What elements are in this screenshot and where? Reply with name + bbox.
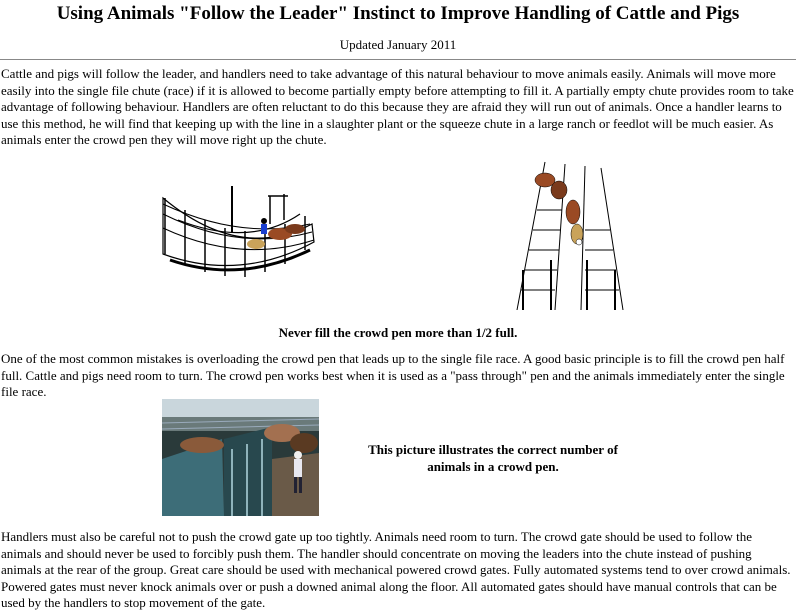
crowd-gate-paragraph: Handlers must also be careful not to push the crowd gate up too tightly. Animals need room to turn. The crowd gate should be used to follow the animals and should never be used to forcibly push them. The handler should concentrate on moving the leaders into the chute instead of pushing animals at the rear of the group. Great care should be used with mechanical powered crowd gates. Fully automated systems tend to over crowd animals. Powered gates must never knock animals over or push a downed animal along the floor. All automated gates should have manual controls that can be used by the handlers to stop movement of the gate. — [1, 529, 791, 610]
figure-caption-crowd-pen: Never fill the crowd pen more than 1/2 full. — [278, 325, 518, 340]
divider — [0, 59, 796, 60]
photo-caption: This picture illustrates the correct number of animals in a crowd pen. — [368, 442, 618, 474]
page-title: Using Animals "Follow the Leader" Instinct to Improve Handling of Cattle and Pigs — [56, 3, 740, 24]
intro-paragraph: Cattle and pigs will follow the leader, and handlers need to take advantage of this natural behaviour to move animals easily. Animals will move more easily into the single file chute (race) if it is allowed to become partially empty before attempting to fill it. A partially empty chute provides room to take advantage of following behaviour. Handlers are often reluctant to do this because they are afraid they will run out of animals. Once a handler learns to use this method, he will find that keeping up with the line in a slaughter plant or the squeeze chute in a large ranch or feedlot will be much easier. As animals enter the crowd pen they will move right up the chute. — [1, 66, 794, 147]
single-file-race-illustration — [515, 160, 627, 310]
crowd-pen-photo — [162, 399, 319, 516]
crowd-pen-paragraph: One of the most common mistakes is overloading the crowd pen that leads up to the single file race. A good basic principle is to fill the crowd pen half full. Cattle and pigs need room to turn. The crowd pen works best when it is used as a "pass through" pen and the animals immediately enter the single file race. — [1, 351, 785, 399]
curved-chute-illustration — [160, 184, 317, 292]
updated-date: Updated January 2011 — [339, 37, 457, 52]
